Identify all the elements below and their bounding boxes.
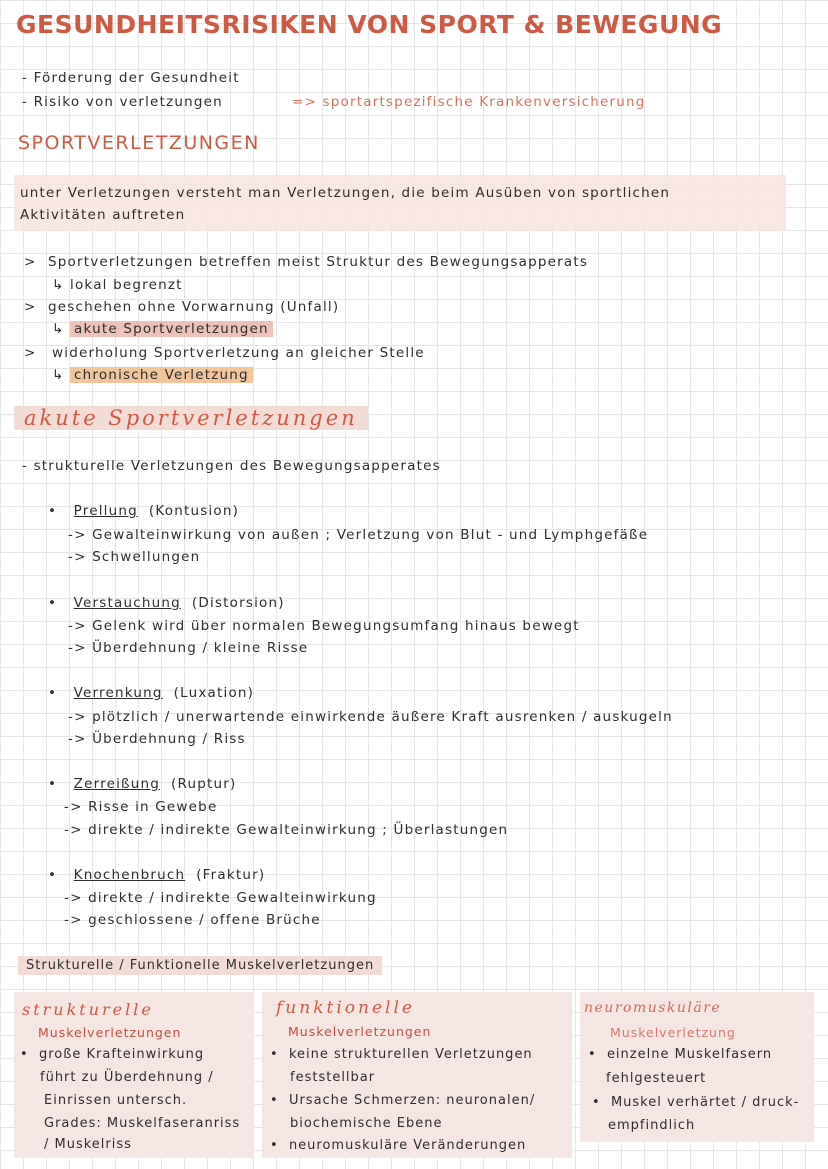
injury-line: -> plötzlich / unerwartende einwirkende äußere Kraft ausrenken / auskugeln	[68, 709, 673, 725]
bullet-dot: •	[20, 1047, 29, 1062]
point-sub-arrow: ↳	[52, 321, 65, 337]
section-heading-muscle: Strukturelle / Funktionelle Muskelverletzungen	[18, 956, 382, 975]
injury-name: Verstauchung	[73, 595, 181, 611]
point-text: widerholung Sportverletzung an gleicher Stelle	[52, 345, 425, 361]
column-title: funktionelle	[276, 998, 415, 1018]
column-line: fehlgesteuert	[606, 1071, 707, 1086]
column-line: neuromuskuläre Veränderungen	[288, 1138, 527, 1153]
intro-item-health: - Förderung der Gesundheit	[22, 70, 240, 86]
injury-latin: (Fraktur)	[196, 867, 266, 883]
point-sub-arrow: ↳	[52, 367, 65, 383]
column-line: Muskel verhärtet / druck-	[610, 1095, 800, 1110]
highlight-chronic-injury: chronische Verletzung	[70, 367, 253, 383]
section-heading-acute: akute Sportverletzungen	[14, 406, 368, 430]
page-title: GESUNDHEITSRISIKEN VON SPORT & BEWEGUNG	[16, 10, 723, 39]
injury-latin: (Ruptur)	[171, 776, 237, 792]
column-line: / Muskelriss	[44, 1137, 132, 1152]
injury-line: -> Gewalteinwirkung von außen ; Verletzung von Blut - und Lymphgefäße	[68, 527, 649, 543]
injury-name: Zerreißung	[73, 776, 161, 792]
point-marker: >	[24, 254, 37, 270]
column-line: empfindlich	[608, 1118, 696, 1133]
injury-name: Prellung	[73, 503, 138, 519]
column-line: keine strukturellen Verletzungen	[288, 1047, 533, 1062]
bullet-dot: •	[48, 776, 58, 792]
point-marker: >	[24, 345, 37, 361]
injury-line: -> direkte / indirekte Gewalteinwirkung ; Überlastungen	[64, 822, 509, 838]
injury-latin: (Luxation)	[173, 685, 255, 701]
injury-line: -> Risse in Gewebe	[64, 799, 218, 815]
column-subtitle: Muskelverletzungen	[38, 1025, 182, 1040]
bullet-dot: •	[270, 1093, 279, 1108]
injury-line: -> direkte / indirekte Gewalteinwirkung	[64, 890, 377, 906]
bullet-dot: •	[270, 1047, 279, 1062]
bullet-dot: •	[48, 595, 58, 611]
bullet-dot: •	[270, 1138, 279, 1153]
injury-latin: (Kontusion)	[148, 503, 240, 519]
definition-line-1: unter Verletzungen versteht man Verletzungen, die beim Ausüben von sportlichen	[20, 185, 671, 201]
injury-line: -> geschlossene / offene Brüche	[64, 912, 321, 928]
bullet-dot: •	[48, 867, 58, 883]
column-subtitle: Muskelverletzungen	[288, 1024, 432, 1039]
injury-name: Knochenbruch	[73, 867, 186, 883]
bullet-dot: •	[48, 503, 58, 519]
acute-intro: - strukturelle Verletzungen des Bewegungsapperates	[22, 458, 441, 474]
section-heading-sportverletzungen: SPORTVERLETZUNGEN	[18, 132, 260, 154]
intro-item-risk: - Risiko von verletzungen	[22, 94, 223, 110]
column-title: strukturelle	[22, 1000, 154, 1019]
injury-line: -> Überdehnung / Riss	[68, 731, 246, 747]
injury-name: Verrenkung	[73, 685, 163, 701]
column-line: Ursache Schmerzen: neuronalen/	[288, 1093, 536, 1108]
point-text: geschehen ohne Vorwarnung (Unfall)	[48, 299, 340, 315]
insurance-note: => sportartspezifische Krankenversicherung	[292, 94, 646, 110]
column-line: führt zu Überdehnung /	[40, 1070, 214, 1085]
column-title: neuromuskuläre	[584, 1000, 722, 1016]
bullet-dot: •	[48, 685, 58, 701]
column-line: große Krafteinwirkung	[38, 1047, 205, 1062]
point-sub: ↳ lokal begrenzt	[52, 277, 183, 293]
injury-line: -> Überdehnung / kleine Risse	[68, 640, 309, 656]
column-line: biochemische Ebene	[290, 1116, 443, 1131]
definition-line-2: Aktivitäten auftreten	[20, 207, 186, 223]
bullet-dot: •	[592, 1095, 601, 1110]
column-line: Einrissen untersch.	[44, 1093, 188, 1108]
column-line: einzelne Muskelfasern	[606, 1047, 773, 1062]
highlight-acute-injuries: akute Sportverletzungen	[70, 321, 273, 337]
column-subtitle: Muskelverletzung	[610, 1025, 736, 1040]
point-marker: >	[24, 299, 37, 315]
injury-line: -> Gelenk wird über normalen Bewegungsumfang hinaus bewegt	[68, 618, 580, 634]
injury-latin: (Distorsion)	[191, 595, 285, 611]
bullet-dot: •	[588, 1047, 597, 1062]
column-line: feststellbar	[290, 1070, 376, 1085]
column-line: Grades: Muskelfaseranriss	[44, 1116, 241, 1131]
point-text: Sportverletzungen betreffen meist Struktur des Bewegungsapperats	[48, 254, 589, 270]
injury-line: -> Schwellungen	[68, 549, 201, 565]
